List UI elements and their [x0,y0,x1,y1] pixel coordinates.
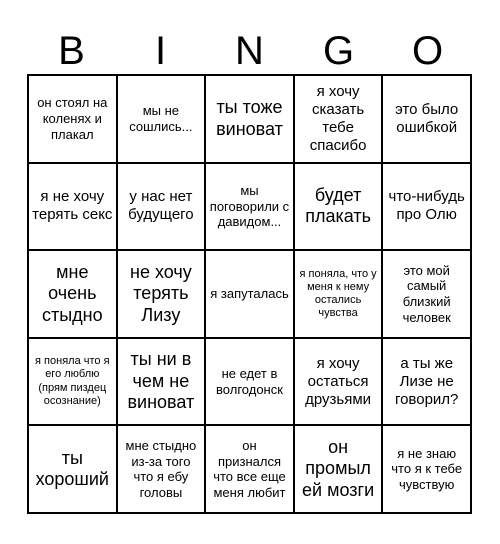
bingo-header [27,28,472,74]
bingo-cell-r4c5[interactable]: а ты же Лизе не говорил? [382,338,471,426]
bingo-cell-r3c5[interactable]: это мой самый близкий человек [382,250,471,338]
bingo-cell-r1c1[interactable]: он стоял на коленях и плакал [28,75,117,163]
bingo-cell-r4c4[interactable]: я хочу остаться друзьями [294,338,383,426]
bingo-cell-r5c1[interactable]: ты хороший [28,425,117,513]
bingo-cell-r5c4[interactable]: он промыл ей мозги [294,425,383,513]
bingo-cell-r3c4[interactable]: я поняла, что у меня к нему остались чувства [294,250,383,338]
bingo-cell-r1c5[interactable]: это было ошибкой [382,75,471,163]
bingo-cell-r4c2[interactable]: ты ни в чем не виноват [117,338,206,426]
bingo-cell-r2c1[interactable]: я не хочу терять секс [28,163,117,251]
bingo-grid [27,74,472,514]
bingo-cell-r3c3[interactable]: я запуталась [205,250,294,338]
bingo-cell-r1c2[interactable]: мы не сошлись... [117,75,206,163]
bingo-cell-r5c5[interactable]: я не знаю что я к тебе чувствую [382,425,471,513]
header-letter-n: N [235,29,264,73]
bingo-cell-r5c3[interactable]: он признался что все еще меня любит [205,425,294,513]
bingo-cell-r3c1[interactable]: мне очень стыдно [28,250,117,338]
bingo-cell-r3c2[interactable]: не хочу терять Лизу [117,250,206,338]
bingo-cell-r5c2[interactable]: мне стыдно из-за того что я ебу головы [117,425,206,513]
header-letter-b: B [58,29,85,73]
header-letter-o: O [411,29,444,73]
bingo-cell-r2c5[interactable]: что-нибудь про Олю [382,163,471,251]
bingo-cell-r1c4[interactable]: я хочу сказать тебе спасибо [294,75,383,163]
header-letter-g: G [322,29,355,73]
bingo-cell-r4c3[interactable]: не едет в волгодонск [205,338,294,426]
bingo-cell-r1c3[interactable]: ты тоже виноват [205,75,294,163]
bingo-cell-r4c1[interactable]: я поняла что я его люблю (прям пиздец осознание) [28,338,117,426]
bingo-cell-r2c4[interactable]: будет плакать [294,163,383,251]
bingo-cell-r2c3[interactable]: мы поговорили с давидом... [205,163,294,251]
bingo-cell-r2c2[interactable]: у нас нет будущего [117,163,206,251]
header-letter-i: I [154,29,167,73]
